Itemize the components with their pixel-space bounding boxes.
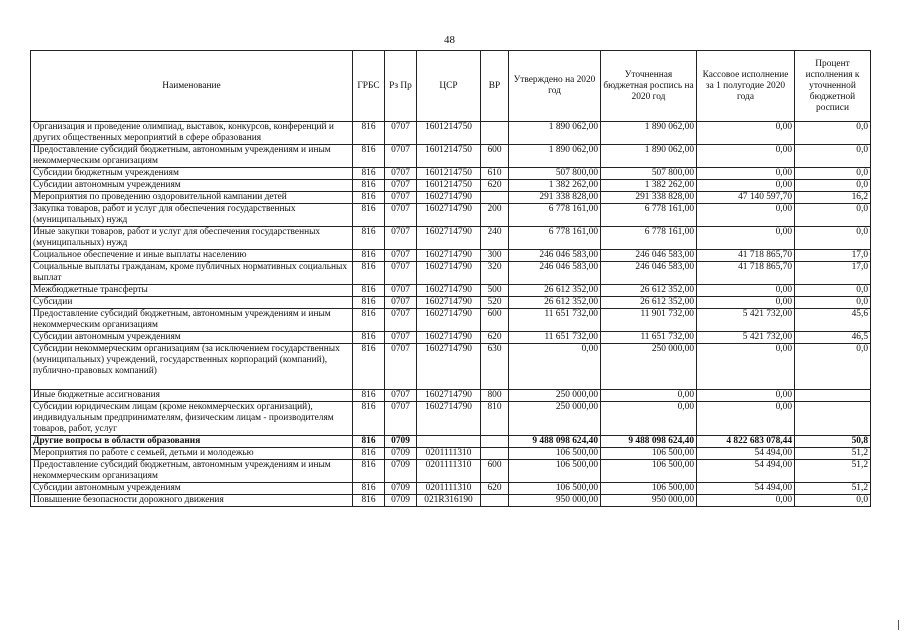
cell-approved: 507 800,00 [509,168,601,180]
cell-approved: 1 890 062,00 [509,145,601,168]
table-row [31,436,871,448]
cell-grbs: 816 [353,448,385,460]
cell-refined: 11 901 732,00 [601,309,697,332]
cell-name: Закупка товаров, работ и услуг для обеспечения государственных (муниципальных) нужд [31,204,353,227]
cell-name: Другие вопросы в области образования [31,436,353,448]
cell-percent: 46,5 [795,332,871,344]
cell-name: Мероприятия по проведению оздоровительной кампании детей [31,192,353,204]
cell-vr: 500 [481,285,509,297]
cell-executed: 5 421 732,00 [697,332,795,344]
cell-approved: 6 778 161,00 [509,204,601,227]
cell-percent: 51,2 [795,483,871,495]
cell-percent: 0,0 [795,145,871,168]
cell-vr: 630 [481,344,509,390]
header-rzpr: Рз Пр [385,51,417,122]
cell-vr: 520 [481,297,509,309]
header-refined: Уточненная бюджетная роспись на 2020 год [601,51,697,122]
cell-name: Субсидии некоммерческим организациям (за исключением государственных (муниципальных) учреждений, государственных корпораций (компаний), публично-правовых компаний) [31,344,353,390]
table-row [31,495,871,507]
table-row [31,344,871,390]
cell-percent: 45,6 [795,309,871,332]
cell-percent [795,402,871,436]
cell-executed: 0,00 [697,402,795,436]
cell-refined: 11 651 732,00 [601,332,697,344]
cell-csr: 1602714790 [417,262,481,285]
cell-refined: 0,00 [601,390,697,402]
table-row [31,402,871,436]
cell-refined: 246 046 583,00 [601,262,697,285]
cell-approved: 250 000,00 [509,390,601,402]
cell-approved: 11 651 732,00 [509,309,601,332]
cell-csr: 1602714790 [417,285,481,297]
cell-executed: 0,00 [697,285,795,297]
cell-name: Межбюджетные трансферты [31,285,353,297]
cell-grbs: 816 [353,168,385,180]
cell-approved: 26 612 352,00 [509,285,601,297]
table-row [31,168,871,180]
table-row [31,204,871,227]
cell-vr: 800 [481,390,509,402]
cell-refined: 291 338 828,00 [601,192,697,204]
cell-executed: 4 822 683 078,44 [697,436,795,448]
table-row [31,122,871,145]
cell-grbs: 816 [353,297,385,309]
cell-rzpr: 0707 [385,285,417,297]
header-grbs: ГРБС [353,51,385,122]
cell-vr: 600 [481,309,509,332]
cell-name: Субсидии автономным учреждениям [31,180,353,192]
cell-csr: 0201111310 [417,460,481,483]
cell-rzpr: 0707 [385,204,417,227]
cell-rzpr: 0709 [385,483,417,495]
cell-rzpr: 0707 [385,227,417,250]
cell-name: Социальное обеспечение и иные выплаты населению [31,250,353,262]
cell-approved: 9 488 098 624,40 [509,436,601,448]
cell-rzpr: 0707 [385,180,417,192]
cell-refined: 1 382 262,00 [601,180,697,192]
cell-vr [481,436,509,448]
table-body [31,122,871,507]
cell-vr: 620 [481,332,509,344]
cell-grbs: 816 [353,192,385,204]
table-row [31,390,871,402]
table-row [31,460,871,483]
cell-csr: 1602714790 [417,332,481,344]
cell-percent: 51,2 [795,448,871,460]
cell-refined: 106 500,00 [601,460,697,483]
margin-mark [898,620,899,630]
cell-executed: 0,00 [697,227,795,250]
cell-approved: 950 000,00 [509,495,601,507]
cell-approved: 246 046 583,00 [509,250,601,262]
cell-refined: 1 890 062,00 [601,122,697,145]
cell-grbs: 816 [353,495,385,507]
cell-rzpr: 0707 [385,122,417,145]
cell-csr: 1601214750 [417,180,481,192]
cell-name: Субсидии бюджетным учреждениям [31,168,353,180]
header-name: Наименование [31,51,353,122]
table-row [31,250,871,262]
cell-refined: 250 000,00 [601,344,697,390]
budget-execution-table [30,50,871,507]
cell-grbs: 816 [353,262,385,285]
cell-grbs: 816 [353,250,385,262]
cell-percent [795,390,871,402]
cell-vr: 300 [481,250,509,262]
cell-refined: 950 000,00 [601,495,697,507]
cell-rzpr: 0709 [385,436,417,448]
cell-refined: 1 890 062,00 [601,145,697,168]
table-row [31,297,871,309]
cell-vr: 620 [481,180,509,192]
cell-rzpr: 0707 [385,168,417,180]
cell-percent: 0,0 [795,204,871,227]
cell-csr: 1602714790 [417,297,481,309]
cell-approved: 250 000,00 [509,402,601,436]
table-row [31,483,871,495]
cell-csr: 1602714790 [417,402,481,436]
cell-refined: 26 612 352,00 [601,297,697,309]
cell-vr: 320 [481,262,509,285]
cell-vr: 620 [481,483,509,495]
cell-percent: 0,0 [795,344,871,390]
cell-vr: 240 [481,227,509,250]
cell-vr: 810 [481,402,509,436]
cell-csr: 1601214750 [417,122,481,145]
cell-grbs: 816 [353,460,385,483]
cell-executed: 0,00 [697,297,795,309]
table-row [31,192,871,204]
cell-grbs: 816 [353,344,385,390]
cell-name: Повышение безопасности дорожного движения [31,495,353,507]
cell-executed: 0,00 [697,495,795,507]
cell-rzpr: 0709 [385,495,417,507]
table-row [31,332,871,344]
cell-csr: 1601214750 [417,168,481,180]
cell-approved: 26 612 352,00 [509,297,601,309]
table-row [31,145,871,168]
cell-grbs: 816 [353,436,385,448]
cell-vr: 200 [481,204,509,227]
cell-approved: 106 500,00 [509,460,601,483]
header-approved: Утверждено на 2020 год [509,51,601,122]
page-number: 48 [444,34,455,46]
cell-name: Социальные выплаты гражданам, кроме публичных нормативных социальных выплат [31,262,353,285]
cell-rzpr: 0707 [385,332,417,344]
cell-approved: 106 500,00 [509,448,601,460]
cell-vr: 610 [481,168,509,180]
cell-rzpr: 0707 [385,402,417,436]
cell-refined: 6 778 161,00 [601,227,697,250]
cell-percent: 51,2 [795,460,871,483]
cell-refined: 26 612 352,00 [601,285,697,297]
cell-refined: 507 800,00 [601,168,697,180]
table-row [31,448,871,460]
cell-rzpr: 0707 [385,262,417,285]
cell-approved: 106 500,00 [509,483,601,495]
cell-approved: 246 046 583,00 [509,262,601,285]
cell-executed: 0,00 [697,344,795,390]
header-vr: ВР [481,51,509,122]
cell-csr [417,436,481,448]
cell-percent: 0,0 [795,180,871,192]
cell-name: Субсидии автономным учреждениям [31,483,353,495]
cell-approved: 291 338 828,00 [509,192,601,204]
header-percent: Процент исполнения к уточненной бюджетной росписи [795,51,871,122]
cell-rzpr: 0707 [385,297,417,309]
cell-executed: 0,00 [697,145,795,168]
cell-grbs: 816 [353,332,385,344]
cell-csr: 1602714790 [417,192,481,204]
cell-refined: 246 046 583,00 [601,250,697,262]
cell-approved: 11 651 732,00 [509,332,601,344]
cell-approved: 0,00 [509,344,601,390]
cell-csr: 1602714790 [417,344,481,390]
cell-grbs: 816 [353,390,385,402]
cell-approved: 6 778 161,00 [509,227,601,250]
cell-executed: 54 494,00 [697,460,795,483]
cell-name: Предоставление субсидий бюджетным, автономным учреждениям и иным некоммерческим организациям [31,460,353,483]
cell-grbs: 816 [353,402,385,436]
cell-rzpr: 0707 [385,309,417,332]
cell-vr [481,495,509,507]
cell-name: Субсидии автономным учреждениям [31,332,353,344]
cell-name: Иные бюджетные ассигнования [31,390,353,402]
cell-name: Мероприятия по работе с семьей, детьми и молодежью [31,448,353,460]
cell-refined: 106 500,00 [601,483,697,495]
cell-executed: 41 718 865,70 [697,250,795,262]
cell-percent: 16,2 [795,192,871,204]
cell-vr [481,448,509,460]
cell-grbs: 816 [353,483,385,495]
header-executed: Кассовое исполнение за 1 полугодие 2020 года [697,51,795,122]
table-row [31,180,871,192]
cell-executed: 0,00 [697,168,795,180]
cell-approved: 1 890 062,00 [509,122,601,145]
header-csr: ЦСР [417,51,481,122]
cell-grbs: 816 [353,180,385,192]
table-row [31,285,871,297]
cell-approved: 1 382 262,00 [509,180,601,192]
cell-percent: 0,0 [795,168,871,180]
cell-rzpr: 0709 [385,460,417,483]
cell-name: Организация и проведение олимпиад, выставок, конкурсов, конференций и других общественных мероприятий в сфере образования [31,122,353,145]
cell-refined: 6 778 161,00 [601,204,697,227]
cell-percent: 0,0 [795,297,871,309]
cell-vr [481,192,509,204]
cell-rzpr: 0707 [385,390,417,402]
cell-csr: 1602714790 [417,204,481,227]
cell-rzpr: 0707 [385,344,417,390]
table-row [31,309,871,332]
cell-percent: 0,0 [795,495,871,507]
table-row [31,262,871,285]
cell-executed: 0,00 [697,204,795,227]
cell-executed: 5 421 732,00 [697,309,795,332]
cell-percent: 50,8 [795,436,871,448]
table-row [31,227,871,250]
cell-grbs: 816 [353,122,385,145]
table-header-row [31,51,871,122]
cell-executed: 54 494,00 [697,448,795,460]
cell-executed: 0,00 [697,122,795,145]
cell-name: Иные закупки товаров, работ и услуг для обеспечения государственных (муниципальных) нужд [31,227,353,250]
cell-grbs: 816 [353,285,385,297]
cell-csr: 1602714790 [417,390,481,402]
cell-refined: 106 500,00 [601,448,697,460]
cell-csr: 1602714790 [417,250,481,262]
cell-percent: 17,0 [795,250,871,262]
cell-grbs: 816 [353,204,385,227]
cell-executed: 47 140 597,70 [697,192,795,204]
cell-grbs: 816 [353,227,385,250]
cell-csr: 0201111310 [417,483,481,495]
cell-executed: 54 494,00 [697,483,795,495]
cell-name: Субсидии юридическим лицам (кроме некоммерческих организаций), индивидуальным предпринимателям, физическим лицам - производителям товаров, работ, услуг [31,402,353,436]
cell-percent: 0,0 [795,122,871,145]
cell-rzpr: 0707 [385,145,417,168]
cell-vr: 600 [481,145,509,168]
cell-refined: 9 488 098 624,40 [601,436,697,448]
cell-refined: 0,00 [601,402,697,436]
cell-csr: 021R316190 [417,495,481,507]
cell-grbs: 816 [353,309,385,332]
cell-percent: 0,0 [795,285,871,297]
cell-csr: 1602714790 [417,309,481,332]
cell-grbs: 816 [353,145,385,168]
cell-name: Субсидии [31,297,353,309]
cell-csr: 0201111310 [417,448,481,460]
cell-executed: 41 718 865,70 [697,262,795,285]
cell-name: Предоставление субсидий бюджетным, автономным учреждениям и иным некоммерческим организациям [31,145,353,168]
cell-vr [481,122,509,145]
cell-executed: 0,00 [697,390,795,402]
cell-rzpr: 0707 [385,250,417,262]
cell-executed: 0,00 [697,180,795,192]
cell-csr: 1602714790 [417,227,481,250]
cell-csr: 1601214750 [417,145,481,168]
cell-rzpr: 0707 [385,192,417,204]
cell-percent: 0,0 [795,227,871,250]
cell-vr: 600 [481,460,509,483]
cell-name: Предоставление субсидий бюджетным, автономным учреждениям и иным некоммерческим организациям [31,309,353,332]
cell-rzpr: 0709 [385,448,417,460]
cell-percent: 17,0 [795,262,871,285]
